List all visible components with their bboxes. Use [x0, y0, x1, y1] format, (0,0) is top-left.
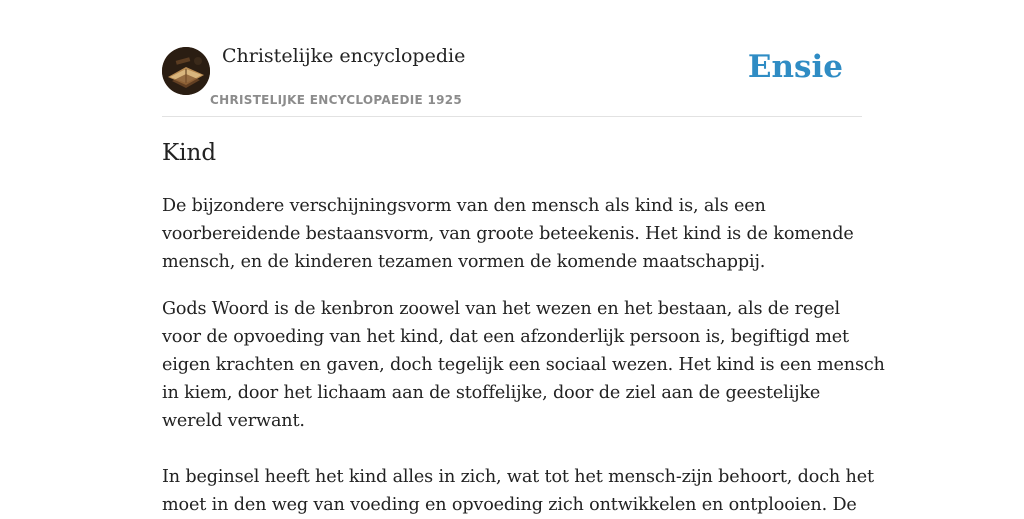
article-paragraph	[162, 463, 874, 519]
site-header	[162, 0, 862, 117]
paragraph-line: wereld verwant.	[162, 411, 305, 431]
paragraph-line: moet in den weg van voeding en opvoeding zich ontwikkelen en ontplooien. De	[162, 495, 857, 515]
site-title[interactable]: Christelijke encyclopedie	[222, 45, 466, 67]
site-subtitle[interactable]: CHRISTELIJKE ENCYCLOPAEDIE 1925	[210, 93, 463, 107]
page-container	[162, 0, 885, 515]
paragraph-line: In beginsel heeft het kind alles in zich, wat tot het mensch-zijn behoort, doch het	[162, 467, 874, 487]
paragraph-line: in kiem, door het lichaam aan de stoffelijke, door de ziel aan de geestelijke	[162, 383, 821, 403]
paragraph-line: voorbereidende bestaansvorm, van groote beteekenis. Het kind is de komende	[162, 224, 854, 244]
paragraph-line: De bijzondere verschijningsvorm van den mensch als kind is, als een	[162, 196, 766, 216]
paragraph-line: eigen krachten en gaven, doch tegelijk een sociaal wezen. Het kind is een mensch	[162, 355, 885, 375]
brand-logo-link[interactable]: Ensie	[747, 49, 843, 85]
paragraph-line: voor de opvoeding van het kind, dat een afzonderlijk persoon is, begiftigd met	[162, 327, 849, 347]
article-title: Kind	[162, 140, 217, 166]
paragraph-line: Gods Woord is de kenbron zoowel van het wezen en het bestaan, als de regel	[162, 299, 840, 319]
article-paragraph	[162, 295, 885, 435]
article-paragraph	[162, 192, 862, 276]
paragraph-line: mensch, en de kinderen tezamen vormen de komende maatschappij.	[162, 252, 766, 272]
book-photo-avatar-icon[interactable]	[162, 47, 210, 95]
